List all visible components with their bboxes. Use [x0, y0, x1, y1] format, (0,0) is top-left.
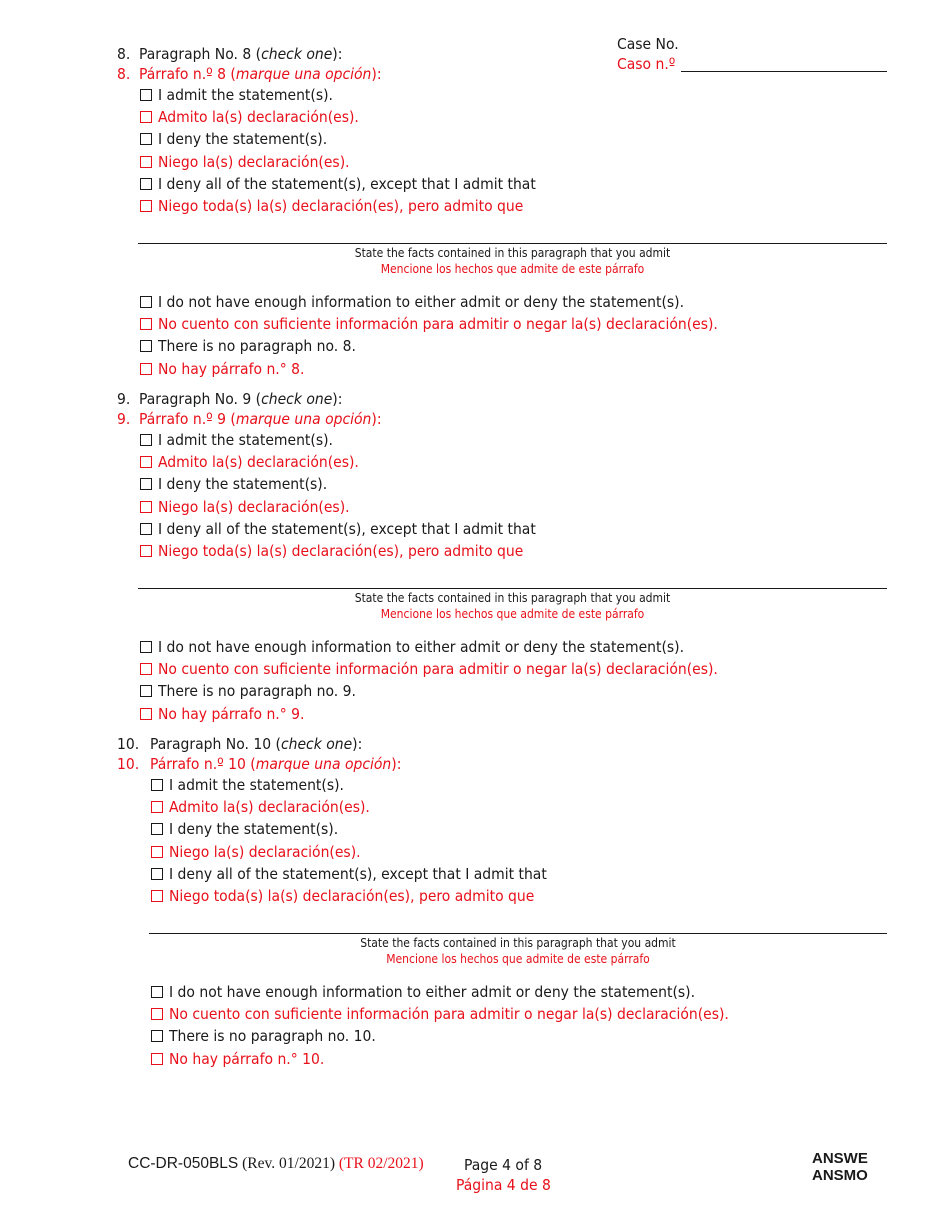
option-deny-es[interactable]: [140, 497, 350, 517]
checkbox[interactable]: [140, 340, 152, 352]
option-label: Niego toda(s) la(s) declaración(es), pero admito que: [158, 542, 524, 560]
checkbox[interactable]: [140, 133, 152, 145]
checkbox[interactable]: [140, 523, 152, 535]
option-deny-except-es[interactable]: [140, 196, 523, 216]
option-label: Admito la(s) declaración(es).: [158, 453, 359, 472]
checkbox[interactable]: [140, 111, 152, 123]
paragraph-number-es: 9.: [117, 410, 131, 428]
form-translation-revision: (TR 02/2021): [338, 1155, 424, 1172]
paragraph-title-end-es: ):: [371, 410, 382, 428]
option-label: No hay párrafo n.° 8.: [158, 359, 305, 378]
option-admit[interactable]: [151, 775, 344, 795]
option-no-paragraph-es[interactable]: [140, 359, 304, 379]
admitted-facts-caption: State the facts contained in this paragraph that you admit: [360, 936, 676, 950]
option-label: Niego la(s) declaración(es).: [158, 152, 350, 171]
checkbox[interactable]: [140, 178, 152, 190]
checkbox[interactable]: [140, 663, 152, 675]
checkbox[interactable]: [140, 685, 152, 697]
checkbox[interactable]: [151, 1008, 163, 1020]
option-deny-except[interactable]: [151, 864, 547, 884]
option-label: There is no paragraph no. 8.: [158, 337, 356, 356]
option-deny-es[interactable]: [151, 842, 361, 862]
paragraph-instruction-es: marque una opción: [235, 410, 372, 428]
option-label: Admito la(s) declaración(es).: [158, 108, 359, 127]
admitted-facts-caption: State the facts contained in this paragraph that you admit: [354, 591, 671, 605]
checkbox[interactable]: [140, 89, 152, 101]
paragraph-instruction: check one: [261, 45, 333, 63]
case-no-label-es: Caso n.º: [617, 55, 676, 73]
paragraph-title: Paragraph No. 8 (: [139, 45, 262, 63]
checkbox[interactable]: [140, 478, 152, 490]
option-label: I do not have enough information to either admit or deny the statement(s).: [158, 638, 685, 656]
paragraph-title-end-es: ):: [371, 65, 382, 83]
checkbox[interactable]: [140, 296, 152, 308]
option-label: I deny the statement(s).: [158, 475, 328, 494]
admitted-facts-input-line[interactable]: [149, 933, 887, 934]
checkbox[interactable]: [140, 545, 152, 557]
admitted-facts-caption: State the facts contained in this paragraph that you admit: [354, 246, 671, 260]
option-admit-es[interactable]: [151, 797, 370, 817]
option-label: I deny the statement(s).: [169, 820, 339, 839]
option-label: There is no paragraph no. 9.: [158, 682, 356, 701]
paragraph-title-es: Párrafo n.º 8 (: [139, 65, 236, 83]
paragraph-number-es: 10.: [117, 755, 140, 773]
paragraph-heading-es: [117, 64, 382, 84]
option-deny[interactable]: [140, 474, 327, 494]
form-id: [128, 1155, 424, 1173]
option-no-info-es[interactable]: [140, 659, 718, 679]
paragraph-heading-es: [117, 754, 401, 774]
page-number: Page 4 of 8: [464, 1156, 543, 1174]
paragraph-number: 9.: [117, 390, 131, 408]
checkbox[interactable]: [140, 456, 152, 468]
paragraph-heading: [117, 734, 362, 754]
option-no-info[interactable]: [140, 292, 684, 312]
option-no-paragraph-es[interactable]: [151, 1049, 324, 1069]
checkbox[interactable]: [151, 1030, 163, 1042]
option-no-paragraph[interactable]: [140, 681, 356, 701]
option-label: Niego la(s) declaración(es).: [158, 497, 350, 516]
paragraph-title-end-es: ):: [391, 755, 402, 773]
option-label: Admito la(s) declaración(es).: [169, 798, 370, 817]
form-revision: (Rev. 01/2021): [242, 1155, 335, 1172]
paragraph-heading: [117, 44, 342, 64]
checkbox[interactable]: [140, 641, 152, 653]
checkbox[interactable]: [151, 779, 163, 791]
option-admit[interactable]: [140, 430, 333, 450]
option-deny-except-es[interactable]: [140, 541, 523, 561]
option-deny[interactable]: [140, 129, 327, 149]
checkbox[interactable]: [151, 846, 163, 858]
paragraph-heading-es: [117, 409, 382, 429]
admitted-facts-caption-es: Mencione los hechos que admite de este párrafo: [380, 262, 645, 276]
option-deny-es[interactable]: [140, 152, 350, 172]
case-no-input-line[interactable]: [681, 71, 887, 72]
form-title: ANSWE: [812, 1150, 868, 1167]
option-deny-except-es[interactable]: [151, 886, 534, 906]
paragraph-title-es: Párrafo n.º 9 (: [139, 410, 236, 428]
option-deny[interactable]: [151, 819, 338, 839]
checkbox[interactable]: [151, 823, 163, 835]
checkbox[interactable]: [140, 156, 152, 168]
admitted-facts-caption-es: Mencione los hechos que admite de este párrafo: [380, 607, 645, 621]
option-no-info-es[interactable]: [140, 314, 718, 334]
checkbox[interactable]: [151, 801, 163, 813]
admitted-facts-input-line[interactable]: [138, 588, 887, 589]
checkbox[interactable]: [151, 890, 163, 902]
option-label: I admit the statement(s).: [158, 431, 333, 449]
option-label: I deny the statement(s).: [158, 130, 328, 149]
option-label: I do not have enough information to either admit or deny the statement(s).: [158, 293, 685, 311]
paragraph-instruction: check one: [261, 390, 333, 408]
checkbox[interactable]: [140, 318, 152, 330]
option-admit-es[interactable]: [140, 107, 359, 127]
option-label: I deny all of the statement(s), except that I admit that: [169, 864, 547, 883]
option-no-info[interactable]: [140, 637, 684, 657]
option-no-info[interactable]: [151, 982, 695, 1002]
checkbox[interactable]: [140, 708, 152, 720]
option-deny-except[interactable]: [140, 519, 536, 539]
option-no-info-es[interactable]: [151, 1004, 729, 1024]
paragraph-title-end: ):: [352, 735, 363, 753]
option-label: No cuento con suficiente información para admitir o negar la(s) declaración(es).: [158, 660, 718, 679]
option-label: No cuento con suficiente información para admitir o negar la(s) declaración(es).: [169, 1005, 729, 1024]
option-admit-es[interactable]: [140, 452, 359, 472]
option-label: I do not have enough information to either admit or deny the statement(s).: [169, 983, 696, 1001]
admitted-facts-input-line[interactable]: [138, 243, 887, 244]
option-no-paragraph[interactable]: [140, 336, 356, 356]
option-label: Niego toda(s) la(s) declaración(es), pero admito que: [169, 887, 535, 905]
option-label: No hay párrafo n.° 9.: [158, 704, 305, 723]
option-label: I admit the statement(s).: [158, 86, 333, 104]
case-no-label: Case No.: [617, 35, 679, 53]
paragraph-title-end: ):: [332, 45, 343, 63]
paragraph-title-end: ):: [332, 390, 343, 408]
option-label: There is no paragraph no. 10.: [169, 1027, 376, 1046]
option-admit[interactable]: [140, 85, 333, 105]
option-label: Niego la(s) declaración(es).: [169, 842, 361, 861]
checkbox[interactable]: [140, 363, 152, 375]
paragraph-title: Paragraph No. 9 (: [139, 390, 262, 408]
page-number-es: Página 4 de 8: [456, 1176, 551, 1194]
paragraph-instruction-es: marque una opción: [255, 755, 392, 773]
paragraph-heading: [117, 389, 342, 409]
paragraph-title-es: Párrafo n.º 10 (: [150, 755, 256, 773]
paragraph-number: 10.: [117, 735, 140, 753]
paragraph-number: 8.: [117, 45, 131, 63]
option-label: I admit the statement(s).: [169, 776, 344, 794]
checkbox[interactable]: [151, 1053, 163, 1065]
option-label: Niego toda(s) la(s) declaración(es), pero admito que: [158, 197, 524, 215]
paragraph-instruction: check one: [280, 735, 353, 753]
option-label: No cuento con suficiente información para admitir o negar la(s) declaración(es).: [158, 315, 718, 334]
paragraph-instruction-es: marque una opción: [235, 65, 372, 83]
paragraph-title: Paragraph No. 10 (: [150, 735, 281, 753]
option-label: I deny all of the statement(s), except that I admit that: [158, 174, 536, 193]
admitted-facts-caption-es: Mencione los hechos que admite de este párrafo: [386, 952, 650, 966]
checkbox[interactable]: [140, 434, 152, 446]
option-label: No hay párrafo n.° 10.: [169, 1049, 325, 1068]
checkbox[interactable]: [151, 986, 163, 998]
option-label: I deny all of the statement(s), except that I admit that: [158, 519, 536, 538]
checkbox[interactable]: [140, 501, 152, 513]
form-title-es: ANSMO: [812, 1167, 868, 1184]
checkbox[interactable]: [151, 868, 163, 880]
paragraph-number-es: 8.: [117, 65, 131, 83]
option-deny-except[interactable]: [140, 174, 536, 194]
checkbox[interactable]: [140, 200, 152, 212]
form-id-code: CC-DR-050BLS: [128, 1155, 239, 1172]
option-no-paragraph[interactable]: [151, 1026, 376, 1046]
option-no-paragraph-es[interactable]: [140, 704, 304, 724]
